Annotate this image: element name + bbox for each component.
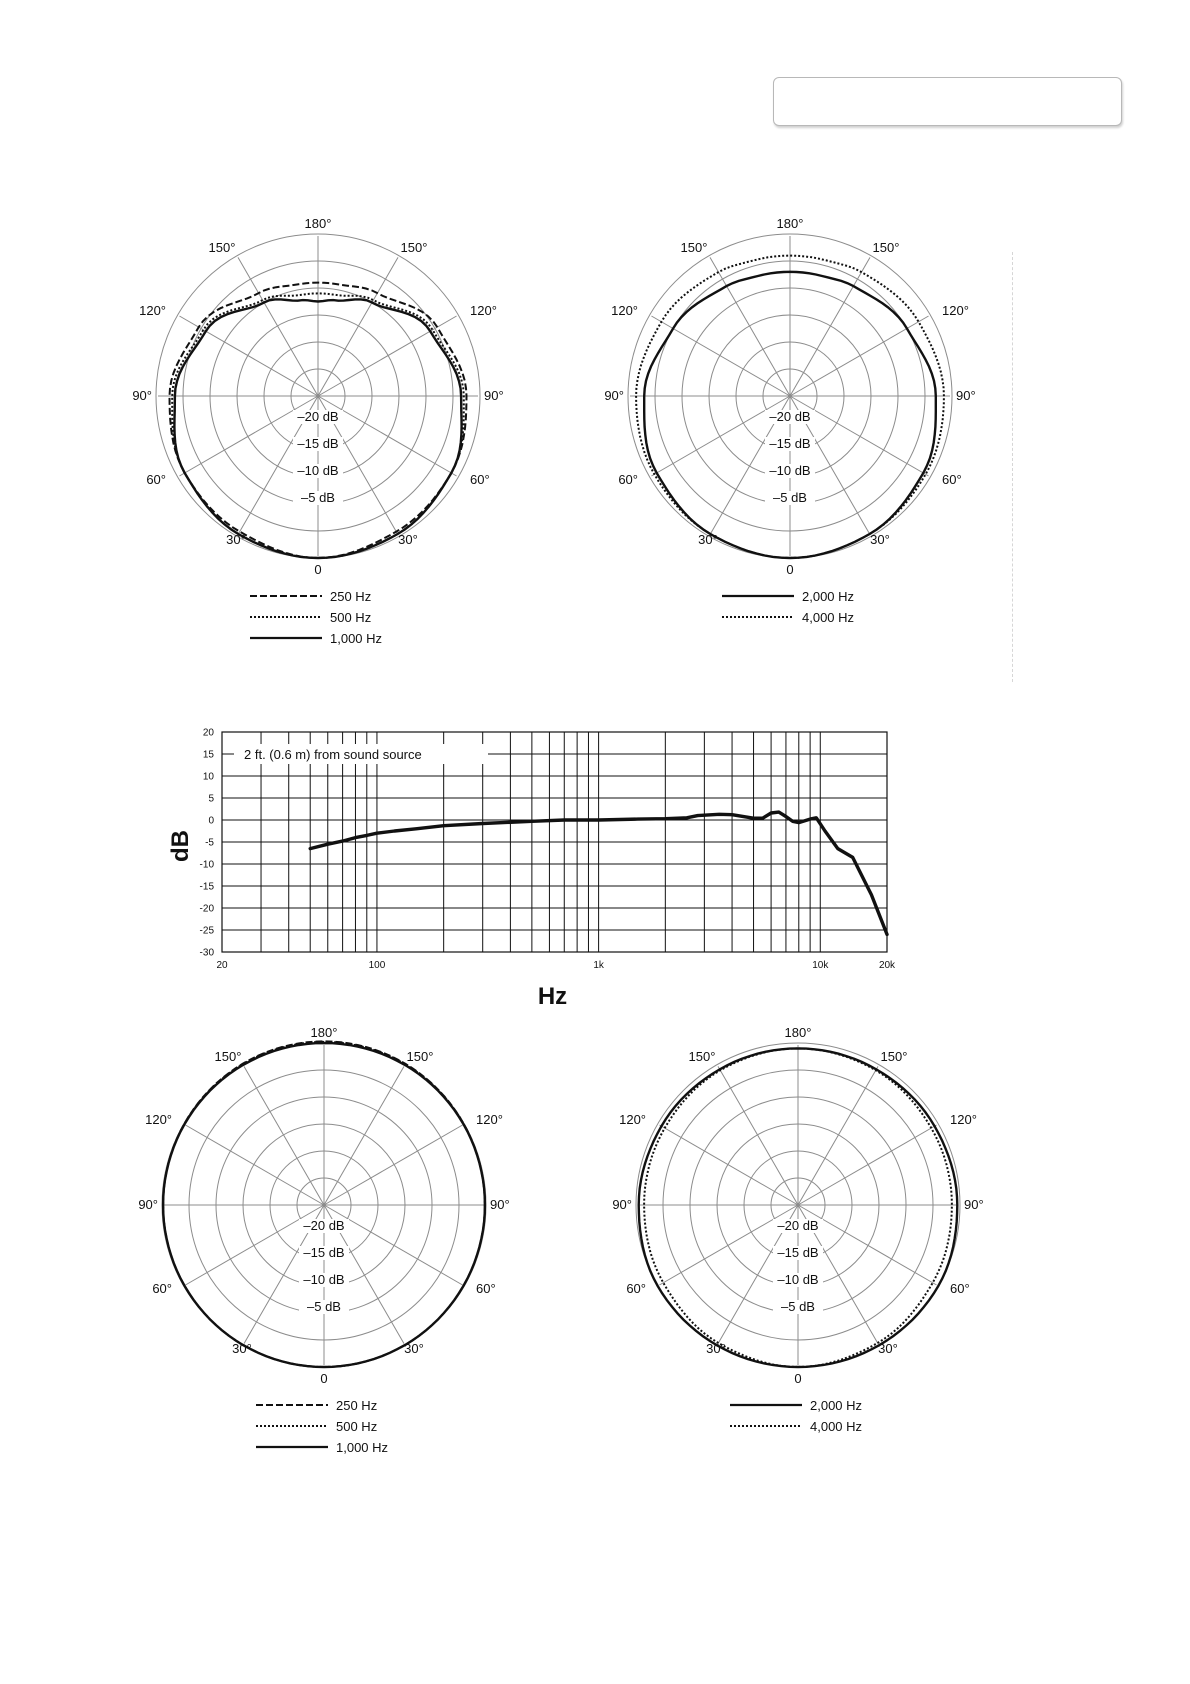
polar-ring-label: –5 dB (301, 490, 335, 505)
polar-angle-label: 90° (132, 388, 152, 403)
polar-ring-label: –15 dB (769, 436, 811, 451)
polar-angle-label: 90° (612, 1197, 632, 1212)
polar-angle-label: 150° (880, 1049, 908, 1064)
polar-chart-4 (612, 1025, 1020, 1487)
polar-angle-label: 0 (786, 562, 794, 577)
y-tick-label: -15 (199, 881, 214, 893)
polar-angle-label: 150° (208, 240, 236, 255)
polar-angle-label: 120° (611, 303, 638, 318)
polar-angle-label: 180° (304, 216, 332, 231)
polar-angle-label: 60° (476, 1281, 496, 1296)
legend-label: 500 Hz (330, 610, 372, 625)
polar-angle-label: 90° (604, 388, 624, 403)
polar-ring-label: –15 dB (777, 1245, 819, 1260)
y-axis-label: dB (167, 830, 194, 862)
polar-angle-label: 30° (226, 532, 246, 547)
polar-angle-label: 60° (942, 472, 962, 487)
y-tick-label: 20 (202, 727, 214, 739)
polar-ring-label: –20 dB (303, 1218, 345, 1233)
y-tick-label: 5 (208, 793, 214, 805)
y-tick-label: -10 (199, 859, 214, 871)
legend-label: 4,000 Hz (810, 1419, 863, 1434)
polar-angle-label: 180° (784, 1025, 812, 1040)
legend-label: 1,000 Hz (330, 631, 383, 646)
polar-ring-label: –10 dB (769, 463, 811, 478)
y-tick-label: 0 (208, 815, 214, 827)
legend-label: 250 Hz (330, 589, 372, 604)
polar-angle-label: 150° (406, 1049, 434, 1064)
x-tick-label: 20 (216, 960, 228, 971)
legend-label: 2,000 Hz (802, 589, 855, 604)
polar-angle-label: 60° (470, 472, 490, 487)
polar-ring-label: –20 dB (297, 409, 339, 424)
y-tick-label: -5 (205, 837, 214, 849)
polar-angle-label: 180° (776, 216, 804, 231)
polar-angle-label: 60° (152, 1281, 172, 1296)
polar-angle-label: 120° (619, 1112, 646, 1127)
legend-label: 2,000 Hz (810, 1398, 863, 1413)
polar-angle-label: 120° (145, 1112, 172, 1127)
polar-angle-label: 90° (964, 1197, 984, 1212)
polar-chart-1 (132, 216, 540, 678)
polar-angle-label: 60° (146, 472, 166, 487)
polar-chart-2 (604, 216, 1012, 678)
x-tick-label: 1k (593, 960, 604, 971)
polar-angle-label: 150° (872, 240, 900, 255)
polar-angle-label: 30° (878, 1341, 898, 1356)
polar-angle-label: 90° (490, 1197, 510, 1212)
polar-angle-label: 0 (320, 1371, 328, 1386)
polar-angle-label: 60° (626, 1281, 646, 1296)
polar-angle-label: 30° (698, 532, 718, 547)
polar-ring-label: –5 dB (307, 1299, 341, 1314)
polar-angle-label: 0 (314, 562, 322, 577)
legend-label: 1,000 Hz (336, 1440, 389, 1455)
polar-angle-label: 120° (139, 303, 166, 318)
polar-angle-label: 120° (950, 1112, 977, 1127)
polar-angle-label: 60° (950, 1281, 970, 1296)
polar-ring-label: –15 dB (303, 1245, 345, 1260)
polar-ring-label: –5 dB (773, 490, 807, 505)
polar-angle-label: 90° (956, 388, 976, 403)
y-tick-label: -30 (199, 947, 214, 959)
polar-angle-label: 0 (794, 1371, 802, 1386)
annotation-text: 2 ft. (0.6 m) from sound source (244, 747, 422, 762)
polar-angle-label: 30° (706, 1341, 726, 1356)
polar-ring-label: –15 dB (297, 436, 339, 451)
header-box (773, 77, 1122, 126)
polar-angle-label: 90° (484, 388, 504, 403)
page-divider (1012, 252, 1013, 682)
polar-angle-label: 120° (476, 1112, 503, 1127)
polar-ring-label: –20 dB (777, 1218, 819, 1233)
polar-ring-label: –10 dB (303, 1272, 345, 1287)
legend-label: 4,000 Hz (802, 610, 855, 625)
polar-angle-label: 180° (310, 1025, 338, 1040)
polar-ring-label: –5 dB (781, 1299, 815, 1314)
polar-angle-label: 30° (870, 532, 890, 547)
polar-angle-label: 60° (618, 472, 638, 487)
polar-ring-label: –10 dB (297, 463, 339, 478)
polar-angle-label: 150° (214, 1049, 242, 1064)
polar-ring-label: –20 dB (769, 409, 811, 424)
polar-angle-label: 30° (398, 532, 418, 547)
legend-label: 250 Hz (336, 1398, 378, 1413)
polar-angle-label: 150° (680, 240, 708, 255)
x-tick-label: 20k (878, 960, 896, 971)
polar-angle-label: 90° (138, 1197, 158, 1212)
y-tick-label: 15 (202, 749, 214, 761)
x-axis-label: Hz (537, 983, 568, 1010)
x-tick-label: 10k (812, 960, 829, 971)
y-tick-label: -25 (199, 925, 214, 937)
polar-angle-label: 120° (470, 303, 497, 318)
polar-ring-label: –10 dB (777, 1272, 819, 1287)
polar-angle-label: 30° (404, 1341, 424, 1356)
polar-angle-label: 150° (688, 1049, 716, 1064)
polar-angle-label: 150° (400, 240, 428, 255)
x-tick-label: 100 (368, 960, 386, 971)
polar-angle-label: 120° (942, 303, 969, 318)
frequency-response-chart (160, 720, 900, 1010)
polar-angle-label: 30° (232, 1341, 252, 1356)
y-tick-label: -20 (199, 903, 214, 915)
polar-chart-3 (138, 1025, 546, 1487)
y-tick-label: 10 (202, 771, 214, 783)
legend-label: 500 Hz (336, 1419, 378, 1434)
